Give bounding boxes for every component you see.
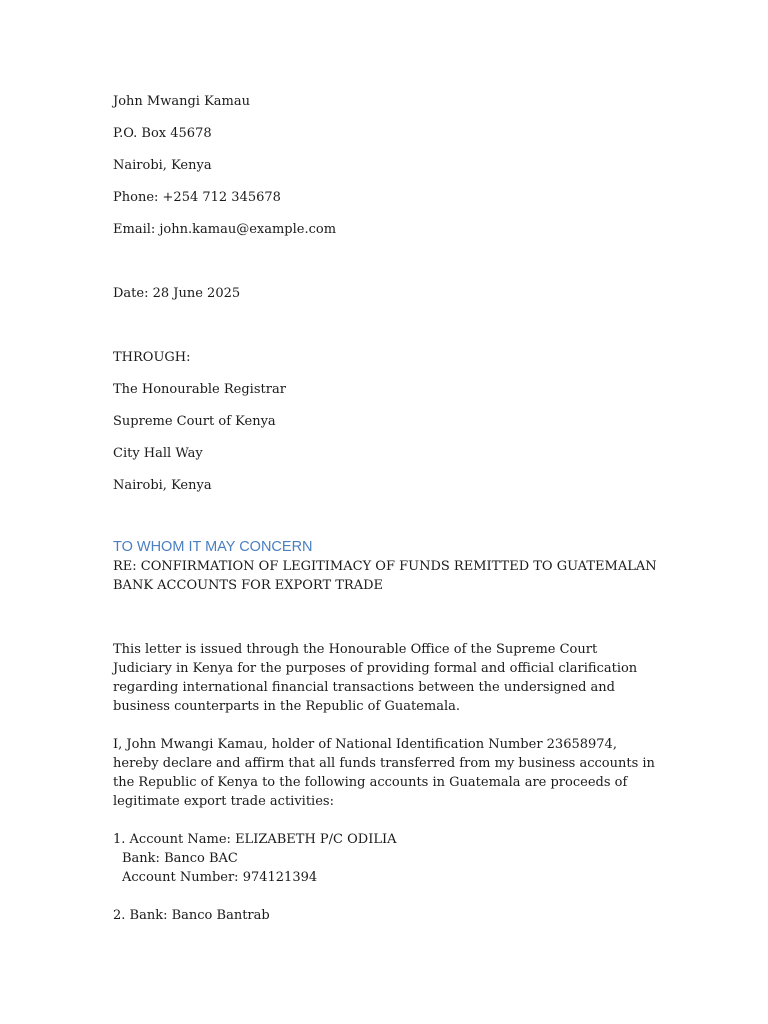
sender-phone: Phone: +254 712 345678 — [113, 190, 281, 205]
account-1-name: 1. Account Name: ELIZABETH P/C ODILIA — [113, 832, 397, 847]
account-2-bank: 2. Bank: Banco Bantrab — [113, 908, 270, 923]
sender-po-box: P.O. Box 45678 — [113, 126, 212, 141]
sender-city: Nairobi, Kenya — [113, 158, 212, 173]
account-1-number: Account Number: 974121394 — [122, 870, 318, 885]
letter-date: Date: 28 June 2025 — [113, 286, 241, 301]
paragraph-intro: This letter is issued through the Honourable Office of the Supreme Court Judiciary in Kenya for the purposes of providing formal and official clarification regarding international financial transactions between the undersigned and business counterparts in the Republic of Guatemala. — [113, 642, 638, 714]
letter-heading: TO WHOM IT MAY CONCERN — [113, 539, 313, 555]
account-item-2 — [113, 906, 658, 925]
through-street: City Hall Way — [113, 446, 203, 461]
sender-name: John Mwangi Kamau — [113, 94, 251, 109]
through-court: Supreme Court of Kenya — [113, 414, 276, 429]
paragraph-declaration: I, John Mwangi Kamau, holder of National Identification Number 23658974, hereby declare and affirm that all funds transferred from my business accounts in the Republic of Kenya to the following accounts in Guatemala are proceeds of legitimate export trade activities: — [113, 737, 655, 809]
through-label: THROUGH: — [113, 350, 191, 365]
letter-subject: RE: CONFIRMATION OF LEGITIMACY OF FUNDS REMITTED TO GUATEMALAN BANK ACCOUNTS FOR EXPORT TRADE — [113, 559, 657, 593]
sender-block — [113, 92, 658, 239]
account-item-1 — [113, 830, 658, 887]
through-block — [113, 348, 658, 495]
sender-email: Email: john.kamau@example.com — [113, 222, 337, 237]
through-city: Nairobi, Kenya — [113, 478, 212, 493]
through-registrar: The Honourable Registrar — [113, 382, 286, 397]
account-1-bank: Bank: Banco BAC — [122, 851, 238, 866]
letter-page — [113, 92, 658, 944]
